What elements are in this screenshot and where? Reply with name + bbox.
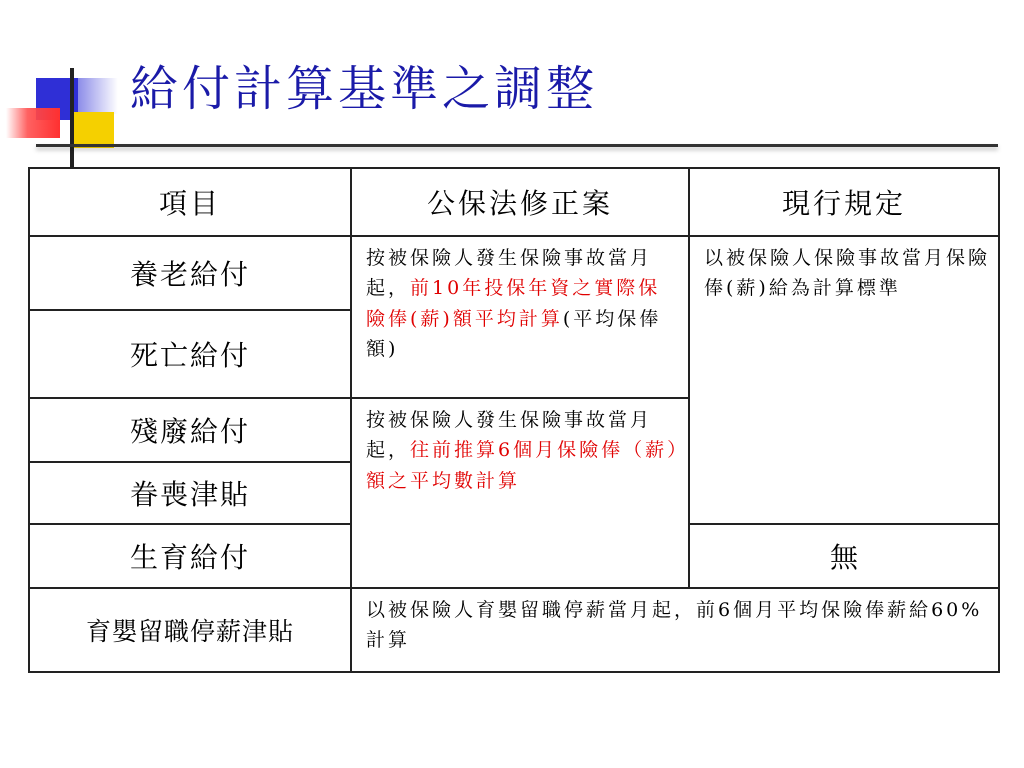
table-row — [29, 236, 999, 310]
proposal-a-highlight: 前10年投保年資之實際保險俸(薪)額平均計算 — [366, 277, 661, 330]
item-maternity: 生育給付 — [29, 524, 351, 588]
proposal-cell-b — [351, 398, 689, 588]
proposal-a-text: 按被保險人發生保險事故當月起， — [366, 247, 653, 300]
page-title: 給付計算基準之調整 — [130, 61, 599, 117]
proposal-a-suffix: (平均保俸額) — [366, 307, 662, 361]
decor-yellow-square — [70, 112, 114, 148]
current-cell-a — [689, 236, 999, 524]
item-disability: 殘廢給付 — [29, 398, 351, 462]
item-retirement: 養老給付 — [29, 236, 351, 310]
decor-red-square — [6, 108, 60, 138]
current-a-text: 以被保險人保險事故當月保險俸(薪)給為計算標準 — [704, 247, 991, 300]
proposal-b-text: 按被保險人發生保險事故當月起， — [366, 409, 653, 462]
header-item: 項目 — [29, 168, 351, 236]
header-current: 現行規定 — [689, 168, 999, 236]
item-death: 死亡給付 — [29, 310, 351, 398]
proposal-cell-a — [351, 236, 689, 398]
current-none: 無 — [689, 524, 999, 588]
item-funeral-allowance: 眷喪津貼 — [29, 462, 351, 524]
childcare-description: 以被保險人育嬰留職停薪當月起，前6個月平均保險俸薪給60%計算 — [351, 588, 999, 672]
item-childcare-leave: 育嬰留職停薪津貼 — [29, 588, 351, 672]
title-underline — [36, 144, 998, 147]
table-row — [29, 588, 999, 672]
decor-blue-fade — [78, 78, 118, 114]
comparison-table — [28, 167, 1000, 673]
header-proposal: 公保法修正案 — [351, 168, 689, 236]
decor-vertical-line — [70, 68, 74, 168]
proposal-b-highlight: 往前推算6個月保險俸（薪）額之平均數計算 — [366, 439, 680, 492]
table-header-row — [29, 168, 999, 236]
